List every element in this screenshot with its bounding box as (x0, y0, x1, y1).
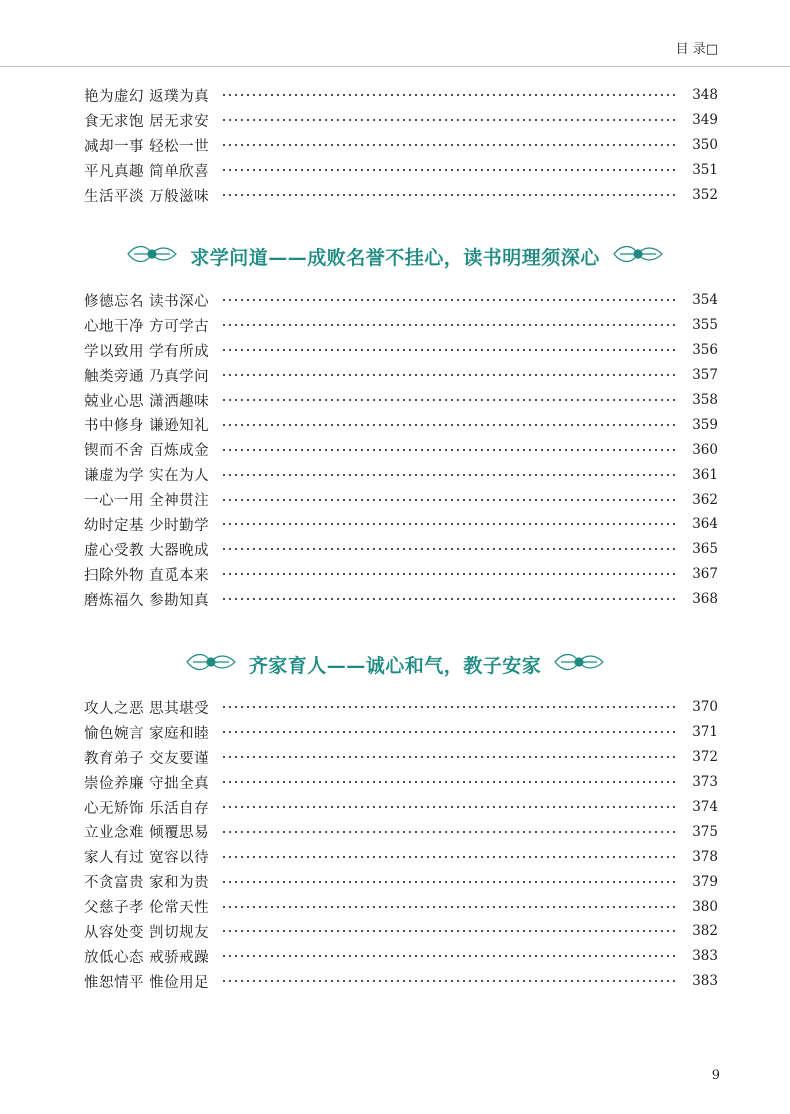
toc-entry[interactable] (84, 844, 718, 869)
dot-leader (221, 349, 678, 351)
entry-title: 扫除外物 直觅本来 (84, 567, 210, 584)
entry-page-number: 379 (692, 873, 718, 890)
entry-page-number: 362 (692, 491, 718, 508)
dot-leader (221, 731, 678, 733)
entry-title: 从容处变 剀切规友 (84, 924, 210, 941)
entry-title: 学以致用 学有所成 (84, 343, 210, 360)
dot-leader (221, 930, 678, 932)
entry-title: 教育弟子 交友要谨 (84, 750, 210, 767)
toc-section-3 (84, 695, 718, 994)
toc-entry[interactable] (84, 562, 718, 587)
dot-leader (221, 781, 678, 783)
dot-leader (221, 831, 678, 833)
section-heading-2 (0, 241, 790, 271)
entry-page-number: 378 (692, 848, 718, 865)
dot-leader (221, 194, 678, 196)
dot-leader (221, 299, 678, 301)
entry-page-number: 361 (692, 466, 718, 483)
floral-ornament-icon (612, 241, 664, 271)
dot-leader (221, 756, 678, 758)
section-title: 求学问道——成败名誉不挂心，读书明理须深心 (190, 246, 600, 269)
toc-entry[interactable] (84, 363, 718, 388)
floral-ornament-icon (126, 241, 178, 271)
entry-title: 放低心态 戒骄戒躁 (84, 949, 210, 966)
entry-page-number: 359 (692, 416, 718, 433)
page-number: 9 (711, 1068, 720, 1083)
entry-page-number: 383 (692, 973, 718, 990)
section-heading-3 (0, 649, 790, 679)
dot-leader (221, 424, 678, 426)
entry-title: 幼时定基 少时勤学 (84, 517, 210, 534)
dot-leader (221, 548, 678, 550)
toc-entry[interactable] (84, 695, 718, 720)
dot-leader (221, 144, 678, 146)
entry-title: 兢业心思 潇洒趣味 (84, 393, 210, 410)
entry-title: 减却一事 轻松一世 (84, 138, 210, 155)
toc-entry[interactable] (84, 313, 718, 338)
toc-entry[interactable] (84, 944, 718, 969)
dot-leader (221, 324, 678, 326)
entry-title: 心无矫饰 乐活自存 (84, 800, 210, 817)
toc-entry[interactable] (84, 288, 718, 313)
entry-page-number: 367 (692, 566, 718, 583)
dot-leader (221, 806, 678, 808)
toc-entry[interactable] (84, 512, 718, 537)
entry-title: 立业念难 倾覆思易 (84, 825, 210, 842)
entry-title: 磨炼福久 参勘知真 (84, 592, 210, 609)
dot-leader (221, 980, 678, 982)
section-title: 齐家育人——诚心和气，教子安家 (248, 654, 542, 677)
entry-title: 崇俭养廉 守拙全真 (84, 775, 210, 792)
entry-title: 食无求饱 居无求安 (84, 113, 210, 130)
dot-leader (221, 523, 678, 525)
toc-entry[interactable] (84, 388, 718, 413)
toc-entry[interactable] (84, 487, 718, 512)
toc-entry[interactable] (84, 869, 718, 894)
entry-title: 锲而不舍 百炼成金 (84, 443, 210, 460)
entry-page-number: 372 (692, 749, 718, 766)
dot-leader (221, 955, 678, 957)
entry-page-number: 357 (692, 367, 718, 384)
entry-page-number: 351 (692, 162, 718, 179)
dot-leader (221, 706, 678, 708)
dot-leader (221, 374, 678, 376)
entry-title: 愉色婉言 家庭和睦 (84, 725, 210, 742)
dot-leader (221, 881, 678, 883)
toc-entry[interactable] (84, 412, 718, 437)
toc-entry[interactable] (84, 969, 718, 994)
toc-entry[interactable] (84, 133, 718, 158)
entry-page-number: 358 (692, 392, 718, 408)
entry-page-number: 371 (692, 724, 718, 741)
dot-leader (221, 94, 678, 96)
dot-leader (221, 856, 678, 858)
toc-entry[interactable] (84, 183, 718, 208)
entry-title: 谦虚为学 实在为人 (84, 468, 210, 485)
entry-page-number: 370 (692, 699, 718, 716)
toc-section-2 (84, 288, 718, 612)
entry-title: 生活平淡 万般滋味 (84, 188, 210, 205)
dot-leader (221, 169, 678, 171)
toc-entry[interactable] (84, 795, 718, 820)
toc-entry[interactable] (84, 770, 718, 795)
toc-entry[interactable] (84, 462, 718, 487)
toc-entry[interactable] (84, 745, 718, 770)
entry-title: 修德忘名 读书深心 (84, 293, 210, 310)
toc-entry[interactable] (84, 919, 718, 944)
entry-page-number: 355 (692, 317, 718, 334)
toc-entry[interactable] (84, 437, 718, 462)
entry-title: 平凡真趣 简单欣喜 (84, 163, 210, 180)
dot-leader (221, 906, 678, 908)
entry-title: 不贪富贵 家和为贵 (84, 875, 210, 892)
entry-page-number: 375 (692, 823, 718, 840)
entry-page-number: 348 (692, 87, 718, 104)
toc-entry[interactable] (84, 108, 718, 133)
toc-entry[interactable] (84, 894, 718, 919)
entry-title: 家人有过 宽容以待 (84, 850, 210, 867)
toc-section-1 (84, 83, 718, 207)
entry-title: 艳为虚幻 返璞为真 (84, 88, 210, 105)
entry-page-number: 383 (692, 948, 718, 965)
toc-entry[interactable] (84, 338, 718, 363)
entry-title: 父慈子孝 伦常天性 (84, 900, 210, 917)
entry-page-number: 365 (692, 541, 718, 558)
dot-leader (221, 399, 678, 401)
dot-leader (221, 449, 678, 451)
toc-entry[interactable] (84, 158, 718, 183)
entry-title: 书中修身 谦逊知礼 (84, 418, 210, 435)
toc-entry[interactable] (84, 819, 718, 844)
entry-page-number: 364 (692, 516, 718, 533)
entry-title: 一心一用 全神贯注 (84, 493, 210, 510)
entry-page-number: 352 (692, 187, 718, 203)
entry-page-number: 368 (692, 591, 718, 608)
floral-ornament-icon (553, 649, 605, 679)
dot-leader (221, 598, 678, 600)
floral-ornament-icon (185, 649, 237, 679)
toc-entry[interactable] (84, 587, 718, 612)
toc-entry[interactable] (84, 720, 718, 745)
entry-title: 攻人之恶 思其堪受 (84, 700, 210, 717)
entry-page-number: 373 (692, 774, 718, 791)
toc-entry[interactable] (84, 83, 718, 108)
entry-title: 虚心受教 大器晚成 (84, 542, 210, 559)
entry-page-number: 354 (692, 292, 718, 309)
dot-leader (221, 499, 678, 501)
entry-page-number: 350 (692, 137, 718, 154)
entry-page-number: 374 (692, 799, 718, 815)
entry-page-number: 360 (692, 441, 718, 458)
entry-page-number: 356 (692, 342, 718, 359)
toc-entry[interactable] (84, 537, 718, 562)
entry-title: 心地干净 方可学古 (84, 318, 210, 335)
dot-leader (221, 573, 678, 575)
entry-title: 惟恕情平 惟俭用足 (84, 974, 210, 991)
header-rule (0, 66, 790, 67)
entry-title: 触类旁通 乃真学问 (84, 368, 210, 385)
entry-page-number: 380 (692, 898, 718, 915)
dot-leader (221, 474, 678, 476)
entry-page-number: 382 (692, 923, 718, 940)
dot-leader (221, 119, 678, 121)
running-header: 目 录□ (675, 42, 718, 57)
entry-page-number: 349 (692, 112, 718, 129)
